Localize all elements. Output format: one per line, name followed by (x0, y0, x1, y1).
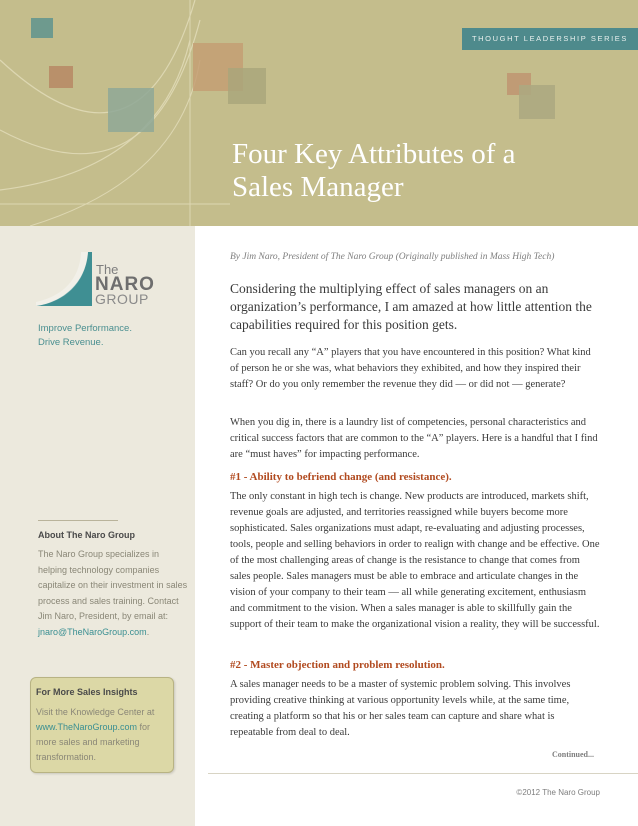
lede-paragraph: Considering the multiplying effect of sales managers on an organization’s performance, I am amazed at how little attention the capabilities required for this position gets. (230, 281, 592, 332)
insights-url-link[interactable]: www.TheNaroGroup.com (36, 722, 138, 732)
series-label: THOUGHT LEADERSHIP SERIES (462, 28, 638, 50)
deco-square (228, 68, 266, 104)
about-text (38, 547, 188, 640)
section-1-text: The only constant in high tech is change. New products are introduced, markets shift, revenue goals are adjusted, and territories reassigned while buyers become more sophisticated. Sales organizations must adapt, re-evaluating and adjusting processes, tools, people and selling behaviors in order to realign with change and be effective. One of the most challenging areas of change is the resistance to change that comes from sales people. Sales managers must be able to embrace and articulate changes in the vision of your company to their team — all while generating excitement, enthusiasm and commitment to the vision. When a sales manager is able to skillfully gain the support of their team to make the organizational vision a reality, they will be successful. (230, 491, 600, 630)
logo-group: GROUP (95, 291, 149, 307)
insights-title: For More Sales Insights (36, 687, 138, 697)
logo-naro: NARO (95, 274, 155, 295)
section-1-title: #1 - Ability to befriend change (and resistance). (230, 471, 452, 483)
insights-post: for more sales and marketing transformation. (36, 722, 151, 762)
about-email-suffix: . (146, 626, 150, 637)
paragraph-1: Can you recall any “A” players that you have encountered in this position? What kind of person he or she was, what behaviors they exhibited, and how they inspired their staff? Or do you only remember the revenue they did — or did not — generate? (230, 347, 591, 390)
section-2-text: A sales manager needs to be a master of systemic problem solving. This involves providing creative thinking at various opportunity levels while, at the same time, creating a platform so that his or her sales team can capture and share what is repeatable from deal to deal. (230, 679, 571, 738)
about-body: The Naro Group specializes in helping technology companies capitalize on their investment in sales process and sales training. Contact Jim Naro, President, by email at: (38, 549, 188, 621)
insights-text (36, 705, 172, 765)
document-title: Four Key Attributes of a Sales Manager (232, 138, 516, 203)
insights-pre: Visit the Knowledge Center at (36, 707, 155, 717)
logo-the: The (96, 262, 119, 277)
deco-square (108, 88, 154, 132)
about-title: About The Naro Group (38, 530, 135, 540)
footer-divider (208, 773, 638, 774)
section-2-title: #2 - Master objection and problem resolution. (230, 659, 445, 671)
tagline-line-2: Drive Revenue. (38, 337, 104, 348)
tagline-line-1: Improve Performance. (38, 323, 132, 334)
byline: By Jim Naro, President of The Naro Group (Originally published in Mass High Tech) (230, 252, 555, 262)
deco-square (31, 18, 53, 38)
tagline (38, 322, 188, 350)
naro-logo-mark-icon (36, 252, 92, 306)
sidebar-divider (38, 520, 118, 521)
paragraph-2: When you dig in, there is a laundry list of competencies, personal characteristics and critical success factors that are common to the “A” players. Here is a handful that I find are “must haves” for impacting performance. (230, 417, 598, 460)
deco-square (49, 66, 73, 88)
copyright: ©2012 The Naro Group (516, 788, 600, 797)
deco-square (519, 85, 555, 119)
about-email-link[interactable]: jnaro@TheNaroGroup.com (38, 626, 147, 637)
header-banner (0, 0, 638, 226)
continued-label: Continued... (551, 750, 594, 759)
